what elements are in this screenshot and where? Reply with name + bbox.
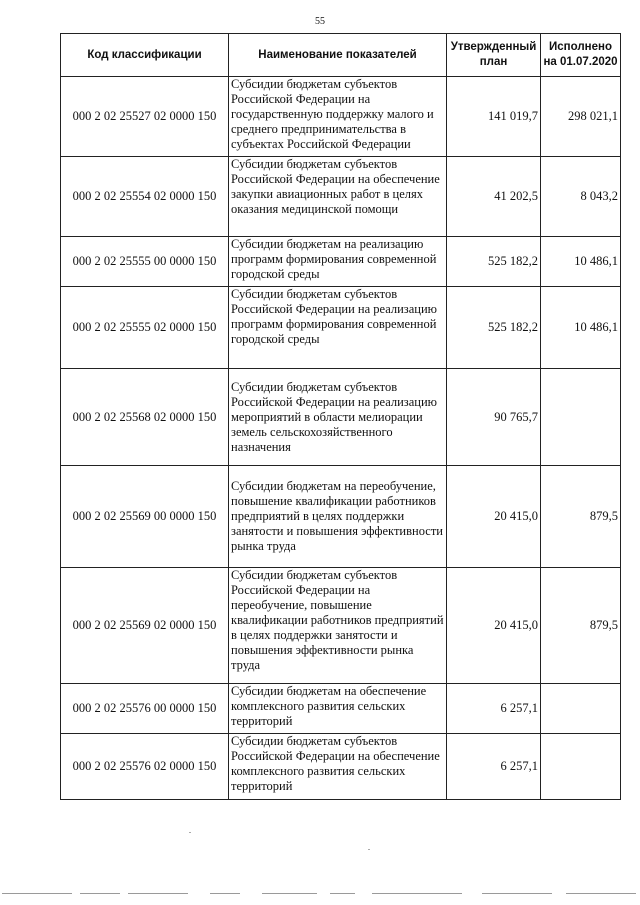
row-executed: 8 043,2 [541,157,621,237]
row-code: 000 2 02 25569 00 0000 150 [61,466,229,568]
row-executed [541,734,621,800]
row-code: 000 2 02 25576 00 0000 150 [61,684,229,734]
header-executed: Исполнено на 01.07.2020 [541,34,621,77]
row-plan: 20 415,0 [447,568,541,684]
row-name: Субсидии бюджетам субъектов Российской Федерации на государственную поддержку малого и среднего предпринимательства в субъектах Российской Федерации [229,77,447,157]
row-executed [541,684,621,734]
row-name: Субсидии бюджетам на обеспечение комплексного развития сельских территорий [229,684,447,734]
row-name: Субсидии бюджетам субъектов Российской Федерации на реализацию мероприятий в области мелиорации земель сельскохозяйственного назначения [229,369,447,466]
row-executed: 298 021,1 [541,77,621,157]
row-code: 000 2 02 25527 02 0000 150 [61,77,229,157]
row-name: Субсидии бюджетам на переобучение, повышение квалификации работников предприятий в целях поддержки занятости и повышения эффективности рынка труда [229,466,447,568]
row-name: Субсидии бюджетам субъектов Российской Федерации на обеспечение закупки авиационных работ в целях оказания медицинской помощи [229,157,447,237]
table-row [61,684,621,734]
row-executed: 10 486,1 [541,287,621,369]
table-row [61,734,621,800]
scan-footer-marks [0,893,640,895]
budget-table [60,33,621,800]
row-executed [541,369,621,466]
row-plan: 525 182,2 [447,237,541,287]
row-code: 000 2 02 25576 02 0000 150 [61,734,229,800]
row-plan: 20 415,0 [447,466,541,568]
table-row [61,466,621,568]
row-code: 000 2 02 25554 02 0000 150 [61,157,229,237]
row-plan: 141 019,7 [447,77,541,157]
table-row [61,568,621,684]
row-name: Субсидии бюджетам субъектов Российской Федерации на реализацию программ формирования современной городской среды [229,287,447,369]
header-name: Наименование показателей [229,34,447,77]
row-code: 000 2 02 25569 02 0000 150 [61,568,229,684]
table-row [61,157,621,237]
table-header-row [61,34,621,77]
row-plan: 525 182,2 [447,287,541,369]
table-row [61,369,621,466]
row-code: 000 2 02 25568 02 0000 150 [61,369,229,466]
row-name: Субсидии бюджетам субъектов Российской Федерации на переобучение, повышение квалификации работников предприятий в целях поддержки занятости и повышения эффективности рынка труда [229,568,447,684]
header-code: Код классификации [61,34,229,77]
row-executed: 879,5 [541,466,621,568]
page-number: 55 [315,16,325,27]
row-code: 000 2 02 25555 02 0000 150 [61,287,229,369]
table-row [61,237,621,287]
table-row [61,287,621,369]
row-executed: 10 486,1 [541,237,621,287]
table-row [61,77,621,157]
header-plan: Утвержденный план [447,34,541,77]
row-plan: 6 257,1 [447,734,541,800]
row-name: Субсидии бюджетам на реализацию программ формирования современной городской среды [229,237,447,287]
row-executed: 879,5 [541,568,621,684]
row-plan: 90 765,7 [447,369,541,466]
row-code: 000 2 02 25555 00 0000 150 [61,237,229,287]
row-plan: 6 257,1 [447,684,541,734]
row-name: Субсидии бюджетам субъектов Российской Федерации на обеспечение комплексного развития сельских территорий [229,734,447,800]
row-plan: 41 202,5 [447,157,541,237]
